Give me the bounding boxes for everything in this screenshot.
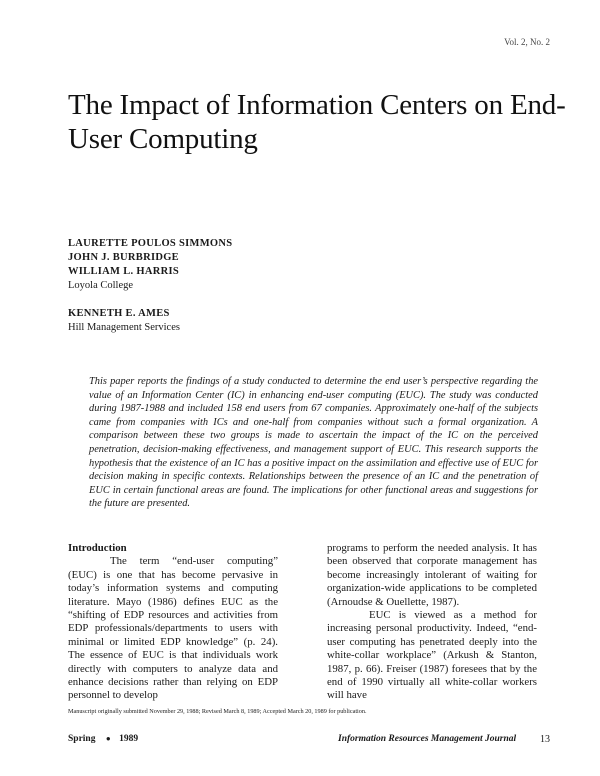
bullet-icon: ● [105, 734, 111, 743]
body-paragraph: The term “end-user computing” (EUC) is one that has become pervasive in today’s information systems and computing literature. Mayo (1986) defines EUC as the “shifting of EDP resources and activities from EDP professionals/departments to users with minimal or limited EDP knowledge” (p. 24). The essence of EUC is that individuals work directly with computers to analyze data and enhance decisions rather than relying on EDP personnel to develop [68, 555, 278, 702]
body-paragraph: programs to perform the needed analysis. It has been observed that corporate management has become increasingly intolerant of waiting for organization-wide applications to be completed (Arnoudse & Ouellette, 1987). [327, 542, 537, 608]
author-name: WILLIAM L. HARRIS [68, 266, 179, 277]
volume-issue: Vol. 2, No. 2 [504, 37, 550, 47]
author-name: JOHN J. BURBRIDGE [68, 252, 179, 263]
body-column-left [68, 542, 278, 703]
footer-season: Spring [68, 734, 96, 744]
author-group-1 [68, 237, 232, 293]
author-group-2 [68, 307, 180, 335]
footer-journal-name: Information Resources Management Journal [338, 734, 517, 744]
body-paragraph: EUC is viewed as a method for increasing personal productivity. Indeed, “end-user computing has penetrated deeply into the white-collar workplace” (Arkush & Stanton, 1987, p. 66). Freiser (1987) foresees that by the end of 1990 virtually all white-collar workers will have [327, 609, 537, 702]
footer-issue-date [68, 734, 138, 744]
section-heading-introduction: Introduction [68, 542, 127, 554]
abstract: This paper reports the findings of a study conducted to determine the end user’s perspective regarding the value of an Information Center (IC) in enhancing end-user computing (EUC). The study was conducted during 1987-1988 and included 158 end users from 67 companies. Approximately one-half of the subjects came from companies with ICs and one-half from companies without such a formal organization. A comparison between these two groups is made to ascertain the impact of the IC on the perceived penetration, decision-making effectiveness, and management support of EUC. This research supports the hypothesis that the existence of an IC has a positive impact on the assimilation and effective use of EUC for decision making in specific contexts. Relationships between the presence of an IC and the penetration of EUC in certain functional areas are found. The implications for other functional areas and suggestions for the future are presented. [89, 376, 538, 510]
footer-year: 1989 [119, 734, 139, 744]
manuscript-note: Manuscript originally submitted November 29, 1988; Revised March 8, 1989; Accepted March 20, 1989 for publication. [68, 708, 367, 715]
author-affiliation: Hill Management Services [68, 322, 180, 333]
article-title: The Impact of Information Centers on End-User Computing [68, 89, 566, 155]
body-column-right [327, 542, 537, 703]
author-affiliation: Loyola College [68, 280, 134, 291]
page-number: 13 [540, 734, 550, 745]
author-name: KENNETH E. AMES [68, 308, 170, 319]
author-name: LAURETTE POULOS SIMMONS [68, 238, 233, 249]
